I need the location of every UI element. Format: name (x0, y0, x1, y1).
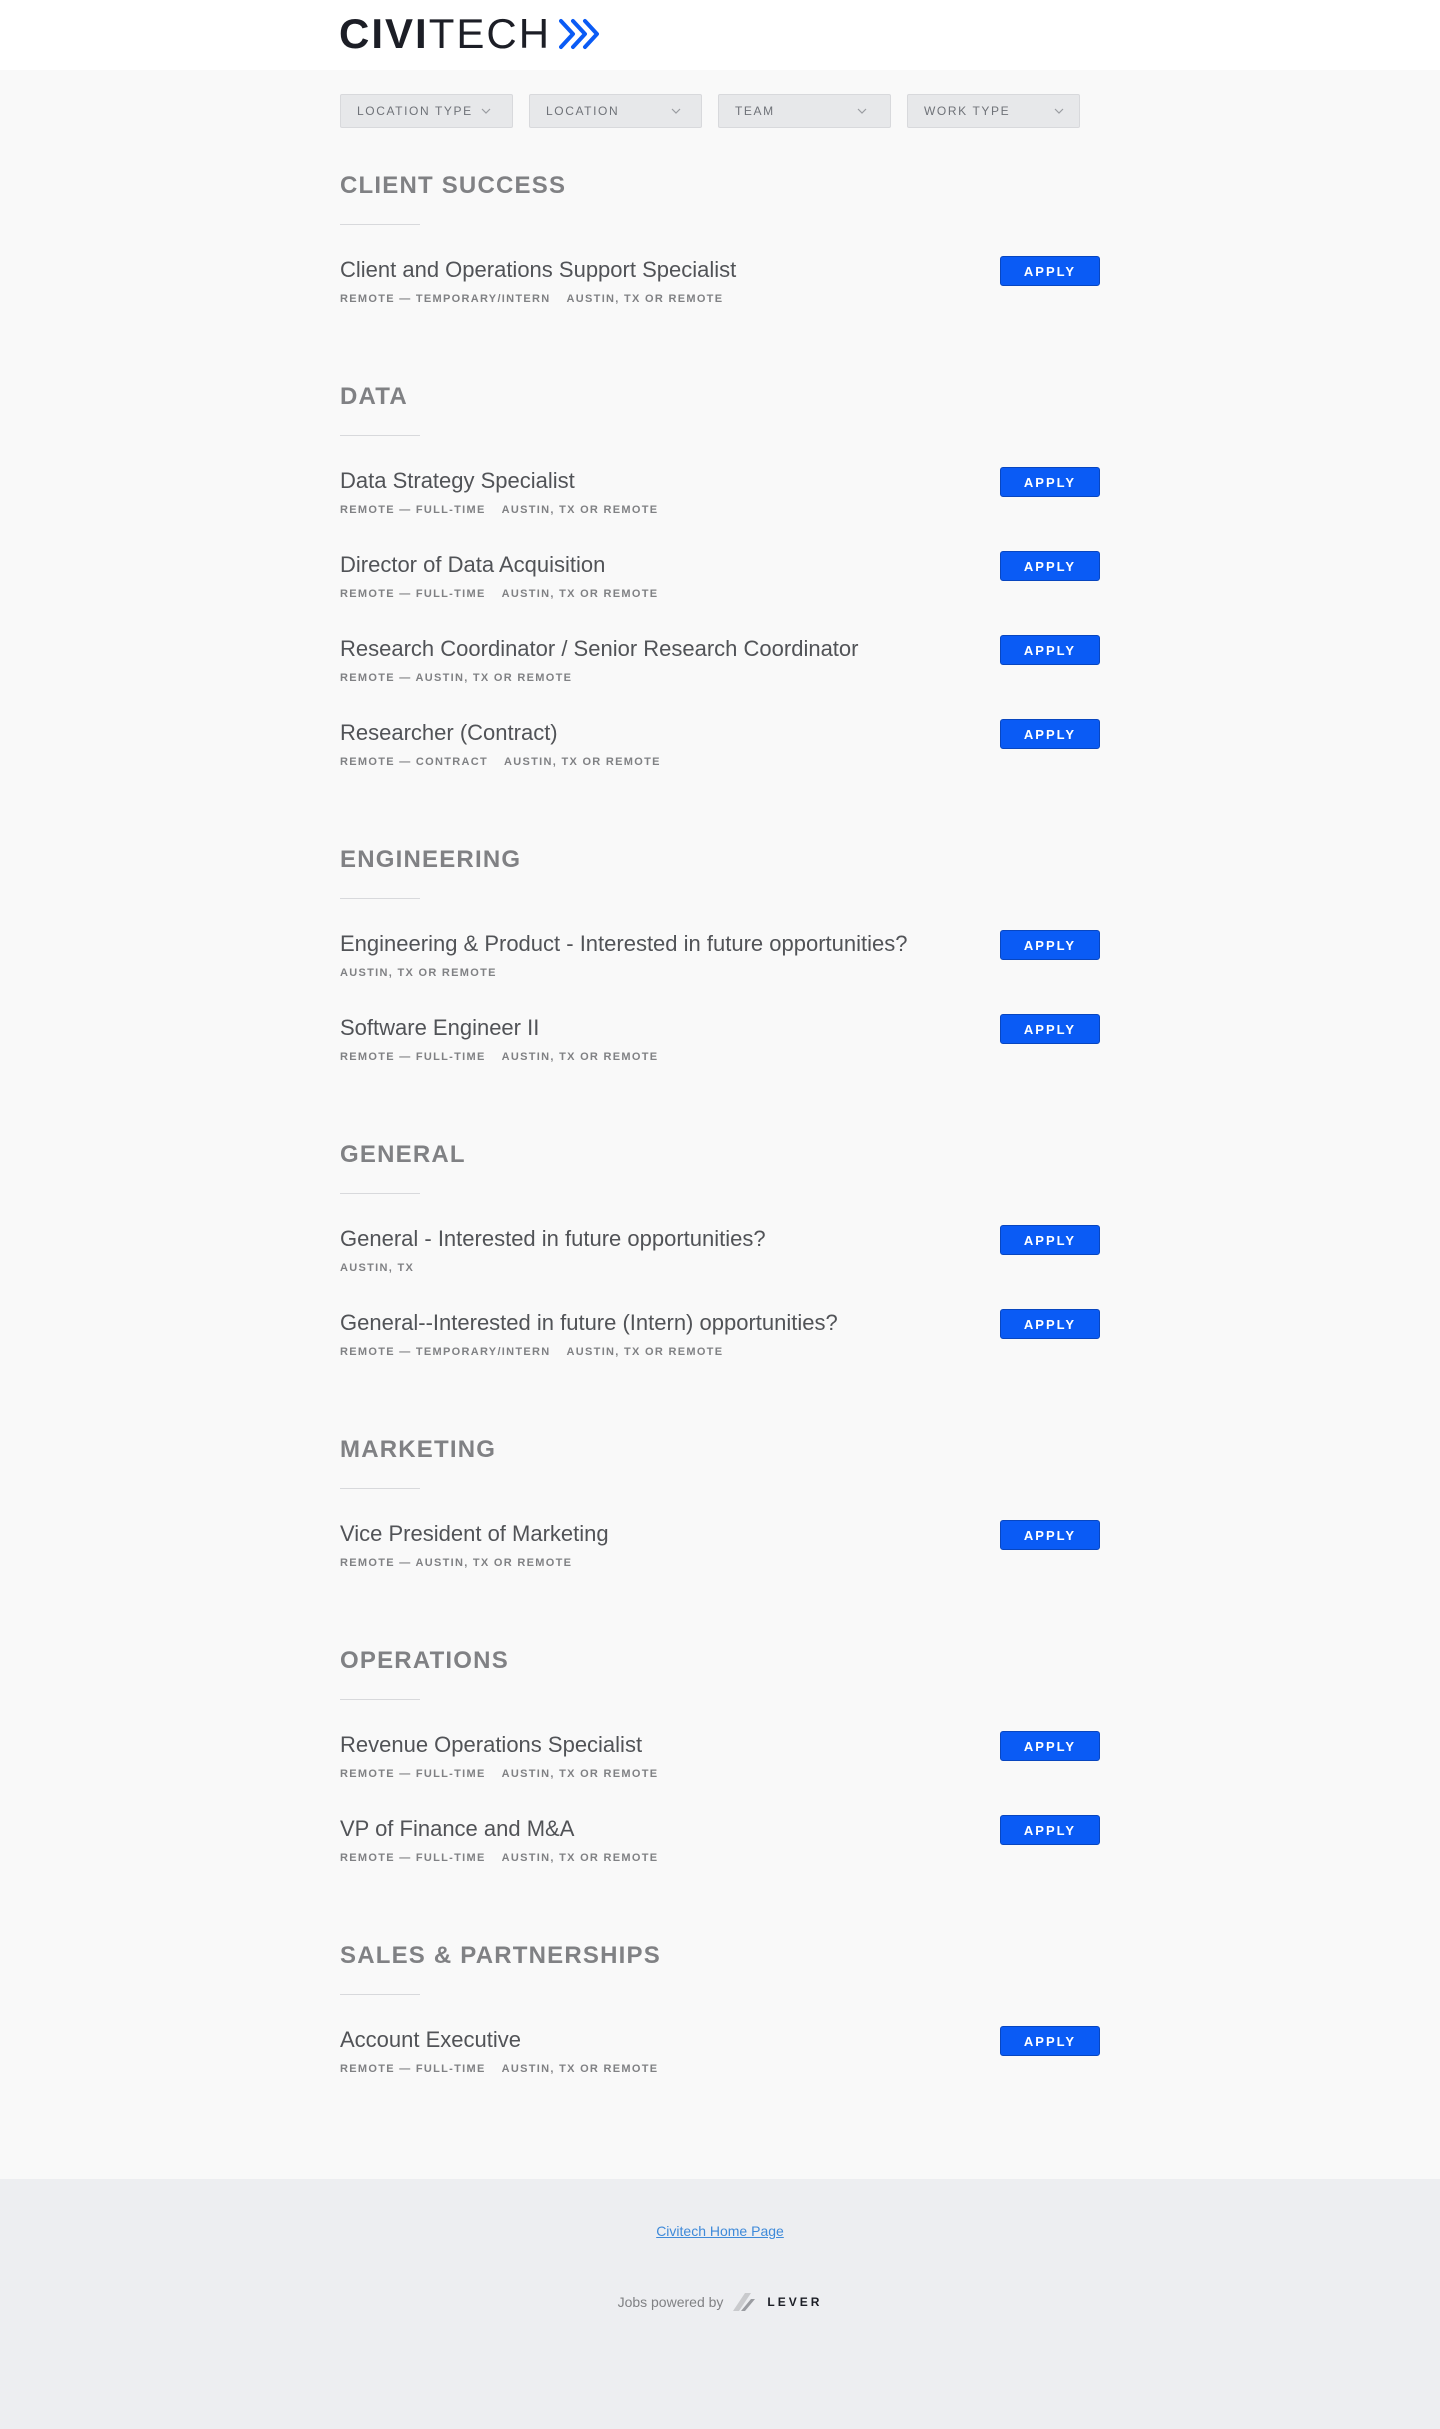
group-title: SALES & PARTNERSHIPS (340, 1942, 661, 1969)
posting-meta (340, 1557, 1100, 1569)
filter-label: TEAM (735, 104, 775, 118)
posting-meta-item: REMOTE — FULL-TIME (340, 1051, 486, 1063)
posting-meta-item: REMOTE — TEMPORARY/INTERN (340, 293, 551, 305)
group-divider (340, 1699, 420, 1700)
posting-meta-item: REMOTE — FULL-TIME (340, 2063, 486, 2075)
filter-label: WORK TYPE (924, 104, 1011, 118)
posting-meta (340, 1852, 1100, 1864)
posting-meta-item: REMOTE — TEMPORARY/INTERN (340, 1346, 551, 1358)
home-page-link[interactable]: Civitech Home Page (656, 2223, 784, 2239)
posting-meta (340, 293, 1100, 305)
filter-location-type[interactable] (340, 94, 513, 128)
filter-location[interactable] (529, 94, 702, 128)
posting-meta-item: AUSTIN, TX OR REMOTE (566, 1346, 724, 1358)
posting (340, 1730, 1100, 1814)
filter-label: LOCATION (546, 104, 620, 118)
posting-title-link[interactable]: Client and Operations Support Specialist (340, 257, 737, 282)
filter-team[interactable] (718, 94, 891, 128)
posting (340, 1814, 1100, 1898)
posting-meta-item: AUSTIN, TX OR REMOTE (501, 1768, 659, 1780)
posting-title-link[interactable]: Engineering & Product - Interested in future opportunities? (340, 931, 908, 956)
posting (340, 255, 1100, 339)
powered-by (0, 2291, 1440, 2313)
group-title: GENERAL (340, 1141, 466, 1168)
group-title: OPERATIONS (340, 1647, 509, 1674)
chevron-down-icon (1054, 108, 1064, 114)
filter-work-type[interactable] (907, 94, 1080, 128)
filter-label: LOCATION TYPE (357, 104, 473, 118)
posting-title-link[interactable]: General--Interested in future (Intern) opportunities? (340, 1310, 838, 1335)
apply-button[interactable]: APPLY (1000, 930, 1100, 960)
triple-chevron-icon (559, 17, 601, 51)
group-divider (340, 1193, 420, 1194)
posting-meta-item: AUSTIN, TX OR REMOTE (501, 2063, 659, 2075)
posting-meta (340, 672, 1100, 684)
posting-meta-item: AUSTIN, TX OR REMOTE (340, 967, 497, 979)
posting-meta (340, 1262, 1100, 1274)
posting-group (340, 846, 1440, 1097)
powered-by-text: Jobs powered by (617, 2294, 724, 2310)
posting-title-link[interactable]: Vice President of Marketing (340, 1521, 609, 1546)
group-divider (340, 224, 420, 225)
group-title: ENGINEERING (340, 846, 522, 873)
posting-meta (340, 1768, 1100, 1780)
logo-wordmark (339, 12, 551, 56)
group-divider (340, 1488, 420, 1489)
posting (340, 550, 1100, 634)
chevron-down-icon (481, 108, 491, 114)
posting-meta-item: REMOTE — CONTRACT (340, 756, 488, 768)
posting-meta (340, 756, 1100, 768)
main-content (0, 70, 1440, 2179)
apply-button[interactable]: APPLY (1000, 2026, 1100, 2056)
apply-button[interactable]: APPLY (1000, 1014, 1100, 1044)
posting-meta (340, 1346, 1100, 1358)
posting-meta-item: REMOTE — FULL-TIME (340, 1852, 486, 1864)
group-title: CLIENT SUCCESS (340, 172, 567, 199)
apply-button[interactable]: APPLY (1000, 635, 1100, 665)
posting-group (340, 1942, 1440, 2109)
posting-title-link[interactable]: Software Engineer II (340, 1015, 540, 1040)
posting-meta-item: AUSTIN, TX OR REMOTE (501, 504, 659, 516)
chevron-down-icon (857, 108, 867, 114)
posting (340, 466, 1100, 550)
group-divider (340, 898, 420, 899)
posting (340, 1519, 1100, 1603)
apply-button[interactable]: APPLY (1000, 1225, 1100, 1255)
posting-title-link[interactable]: Data Strategy Specialist (340, 468, 575, 493)
apply-button[interactable]: APPLY (1000, 256, 1100, 286)
group-title: MARKETING (340, 1436, 497, 1463)
chevron-down-icon (671, 108, 681, 114)
posting-meta-item: AUSTIN, TX OR REMOTE (503, 756, 661, 768)
posting-meta-item: AUSTIN, TX OR REMOTE (501, 1051, 659, 1063)
footer (0, 2179, 1440, 2429)
apply-button[interactable]: APPLY (1000, 719, 1100, 749)
civitech-logo[interactable] (339, 12, 601, 56)
apply-button[interactable]: APPLY (1000, 1731, 1100, 1761)
posting-title-link[interactable]: Researcher (Contract) (340, 720, 558, 745)
posting-meta-item: REMOTE — FULL-TIME (340, 1768, 486, 1780)
apply-button[interactable]: APPLY (1000, 467, 1100, 497)
posting-meta-item: REMOTE — AUSTIN, TX OR REMOTE (340, 1557, 573, 1569)
posting-group (340, 1141, 1440, 1392)
posting-meta (340, 588, 1100, 600)
apply-button[interactable]: APPLY (1000, 1309, 1100, 1339)
posting (340, 1224, 1100, 1308)
posting-title-link[interactable]: VP of Finance and M&A (340, 1816, 575, 1841)
lever-wordmark: LEVER (767, 2295, 823, 2309)
posting-meta-item: REMOTE — FULL-TIME (340, 504, 486, 516)
posting-meta (340, 1051, 1100, 1063)
posting-meta-item: AUSTIN, TX OR REMOTE (501, 1852, 659, 1864)
posting-meta-item: REMOTE — AUSTIN, TX OR REMOTE (340, 672, 573, 684)
posting (340, 634, 1100, 718)
posting-group (340, 172, 1440, 339)
posting (340, 718, 1100, 802)
lever-logo-icon[interactable] (731, 2291, 822, 2313)
posting-title-link[interactable]: General - Interested in future opportunities? (340, 1226, 766, 1251)
posting-title-link[interactable]: Account Executive (340, 2027, 521, 2052)
apply-button[interactable]: APPLY (1000, 551, 1100, 581)
group-title: DATA (340, 383, 408, 410)
top-bar (0, 0, 1440, 70)
posting-group (340, 383, 1440, 802)
posting (340, 2025, 1100, 2109)
posting (340, 1308, 1100, 1392)
posting (340, 1013, 1100, 1097)
posting-meta-item: AUSTIN, TX OR REMOTE (501, 588, 659, 600)
posting-meta (340, 967, 1100, 979)
posting-group (340, 1647, 1440, 1898)
posting-title-link[interactable]: Director of Data Acquisition (340, 552, 606, 577)
apply-button[interactable]: APPLY (1000, 1520, 1100, 1550)
posting-meta-item: AUSTIN, TX OR REMOTE (566, 293, 724, 305)
posting-title-link[interactable]: Research Coordinator / Senior Research Coordinator (340, 636, 859, 661)
postings-list (340, 172, 1440, 2109)
logo-text-bold: CIVI (339, 10, 429, 57)
posting-meta-item: AUSTIN, TX (340, 1262, 415, 1274)
posting-meta (340, 504, 1100, 516)
filter-bar (340, 70, 1440, 128)
posting-meta-item: REMOTE — FULL-TIME (340, 588, 486, 600)
group-divider (340, 1994, 420, 1995)
posting-title-link[interactable]: Revenue Operations Specialist (340, 1732, 643, 1757)
posting-meta (340, 2063, 1100, 2075)
posting (340, 929, 1100, 1013)
apply-button[interactable]: APPLY (1000, 1815, 1100, 1845)
posting-group (340, 1436, 1440, 1603)
group-divider (340, 435, 420, 436)
logo-text-light: TECH (428, 10, 552, 57)
